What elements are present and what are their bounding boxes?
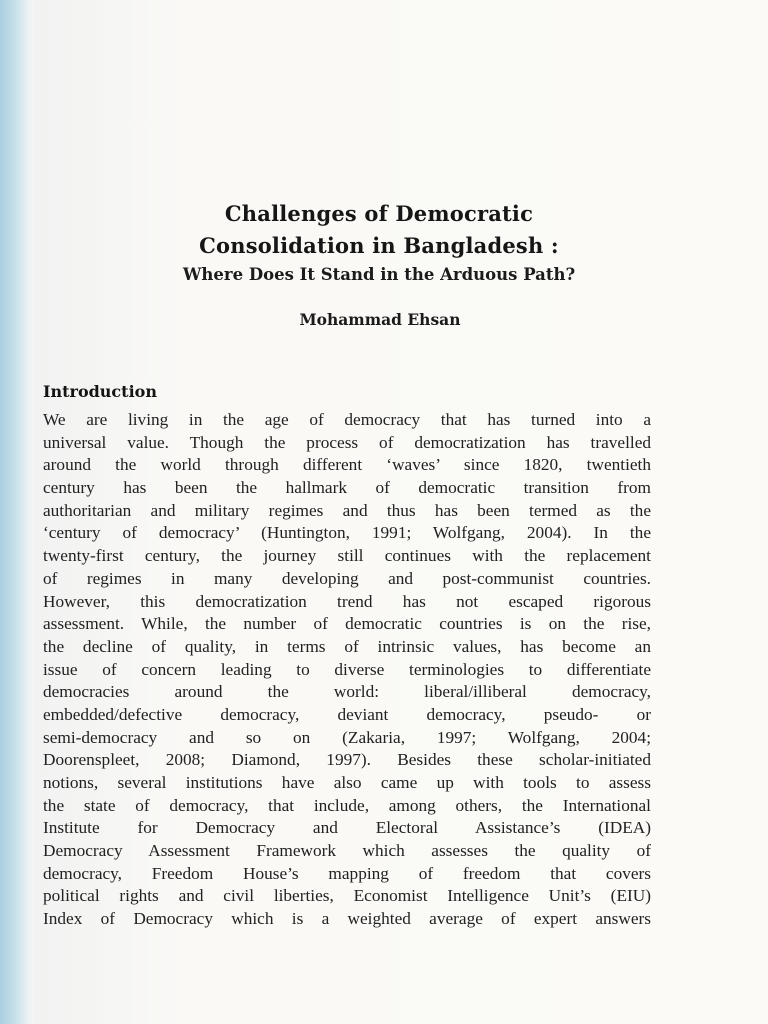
body-line: ‘century of democracy’ (Huntington, 1991; Wolfgang, 2004). In the xyxy=(43,523,651,543)
title-block xyxy=(34,198,724,288)
body-line: democracies around the world: liberal/illiberal democracy, xyxy=(43,682,651,702)
title-line-2: Consolidation in Bangladesh : xyxy=(199,233,559,258)
author-name: Mohammad Ehsan xyxy=(299,310,461,329)
body-line: notions, several institutions have also came up with tools to assess xyxy=(43,773,651,792)
body-line: Doorenspleet, 2008; Diamond, 1997). Besides these scholar-initiated xyxy=(43,750,651,770)
body-line: Democracy Assessment Framework which assesses the quality of xyxy=(43,841,651,861)
title-line-1: Challenges of Democratic xyxy=(224,201,534,226)
book-page-edge xyxy=(0,0,34,1024)
subtitle: Where Does It Stand in the Arduous Path? xyxy=(182,265,576,284)
body-line: Index of Democracy which is a weighted average of expert answers xyxy=(43,909,651,929)
body-line: issue of concern leading to diverse terminologies to differentiate xyxy=(43,659,651,679)
body-line: century has been the hallmark of democratic transition from xyxy=(43,478,651,498)
body-line: We are living in the age of democracy that has turned into a xyxy=(43,410,651,429)
section-heading: Introduction xyxy=(43,382,157,401)
body-line: twenty-first century, the journey still continues with the replacement xyxy=(43,546,651,566)
body-line: the state of democracy, that include, among others, the International xyxy=(43,795,651,815)
body-line: semi-democracy and so on (Zakaria, 1997; Wolfgang, 2004; xyxy=(43,727,651,747)
body-line: Institute for Democracy and Electoral Assistance’s (IDEA) xyxy=(43,818,651,838)
body-text xyxy=(43,409,651,931)
body-line: authoritarian and military regimes and thus has been termed as the xyxy=(43,500,651,520)
body-line: assessment. While, the number of democratic countries is on the rise, xyxy=(43,614,651,634)
body-line: However, this democratization trend has not escaped rigorous xyxy=(43,591,651,611)
body-line: of regimes in many developing and post-communist countries. xyxy=(43,568,651,588)
body-line: around the world through different ‘waves’ since 1820, twentieth xyxy=(43,455,651,475)
body-line: democracy, Freedom House’s mapping of freedom that covers xyxy=(43,863,651,883)
body-line: political rights and civil liberties, Economist Intelligence Unit’s (EIU) xyxy=(43,886,651,906)
body-line: embedded/defective democracy, deviant democracy, pseudo- or xyxy=(43,704,651,724)
body-line: the decline of quality, in terms of intrinsic values, has become an xyxy=(43,636,651,656)
body-line: universal value. Though the process of democratization has travelled xyxy=(43,432,651,452)
